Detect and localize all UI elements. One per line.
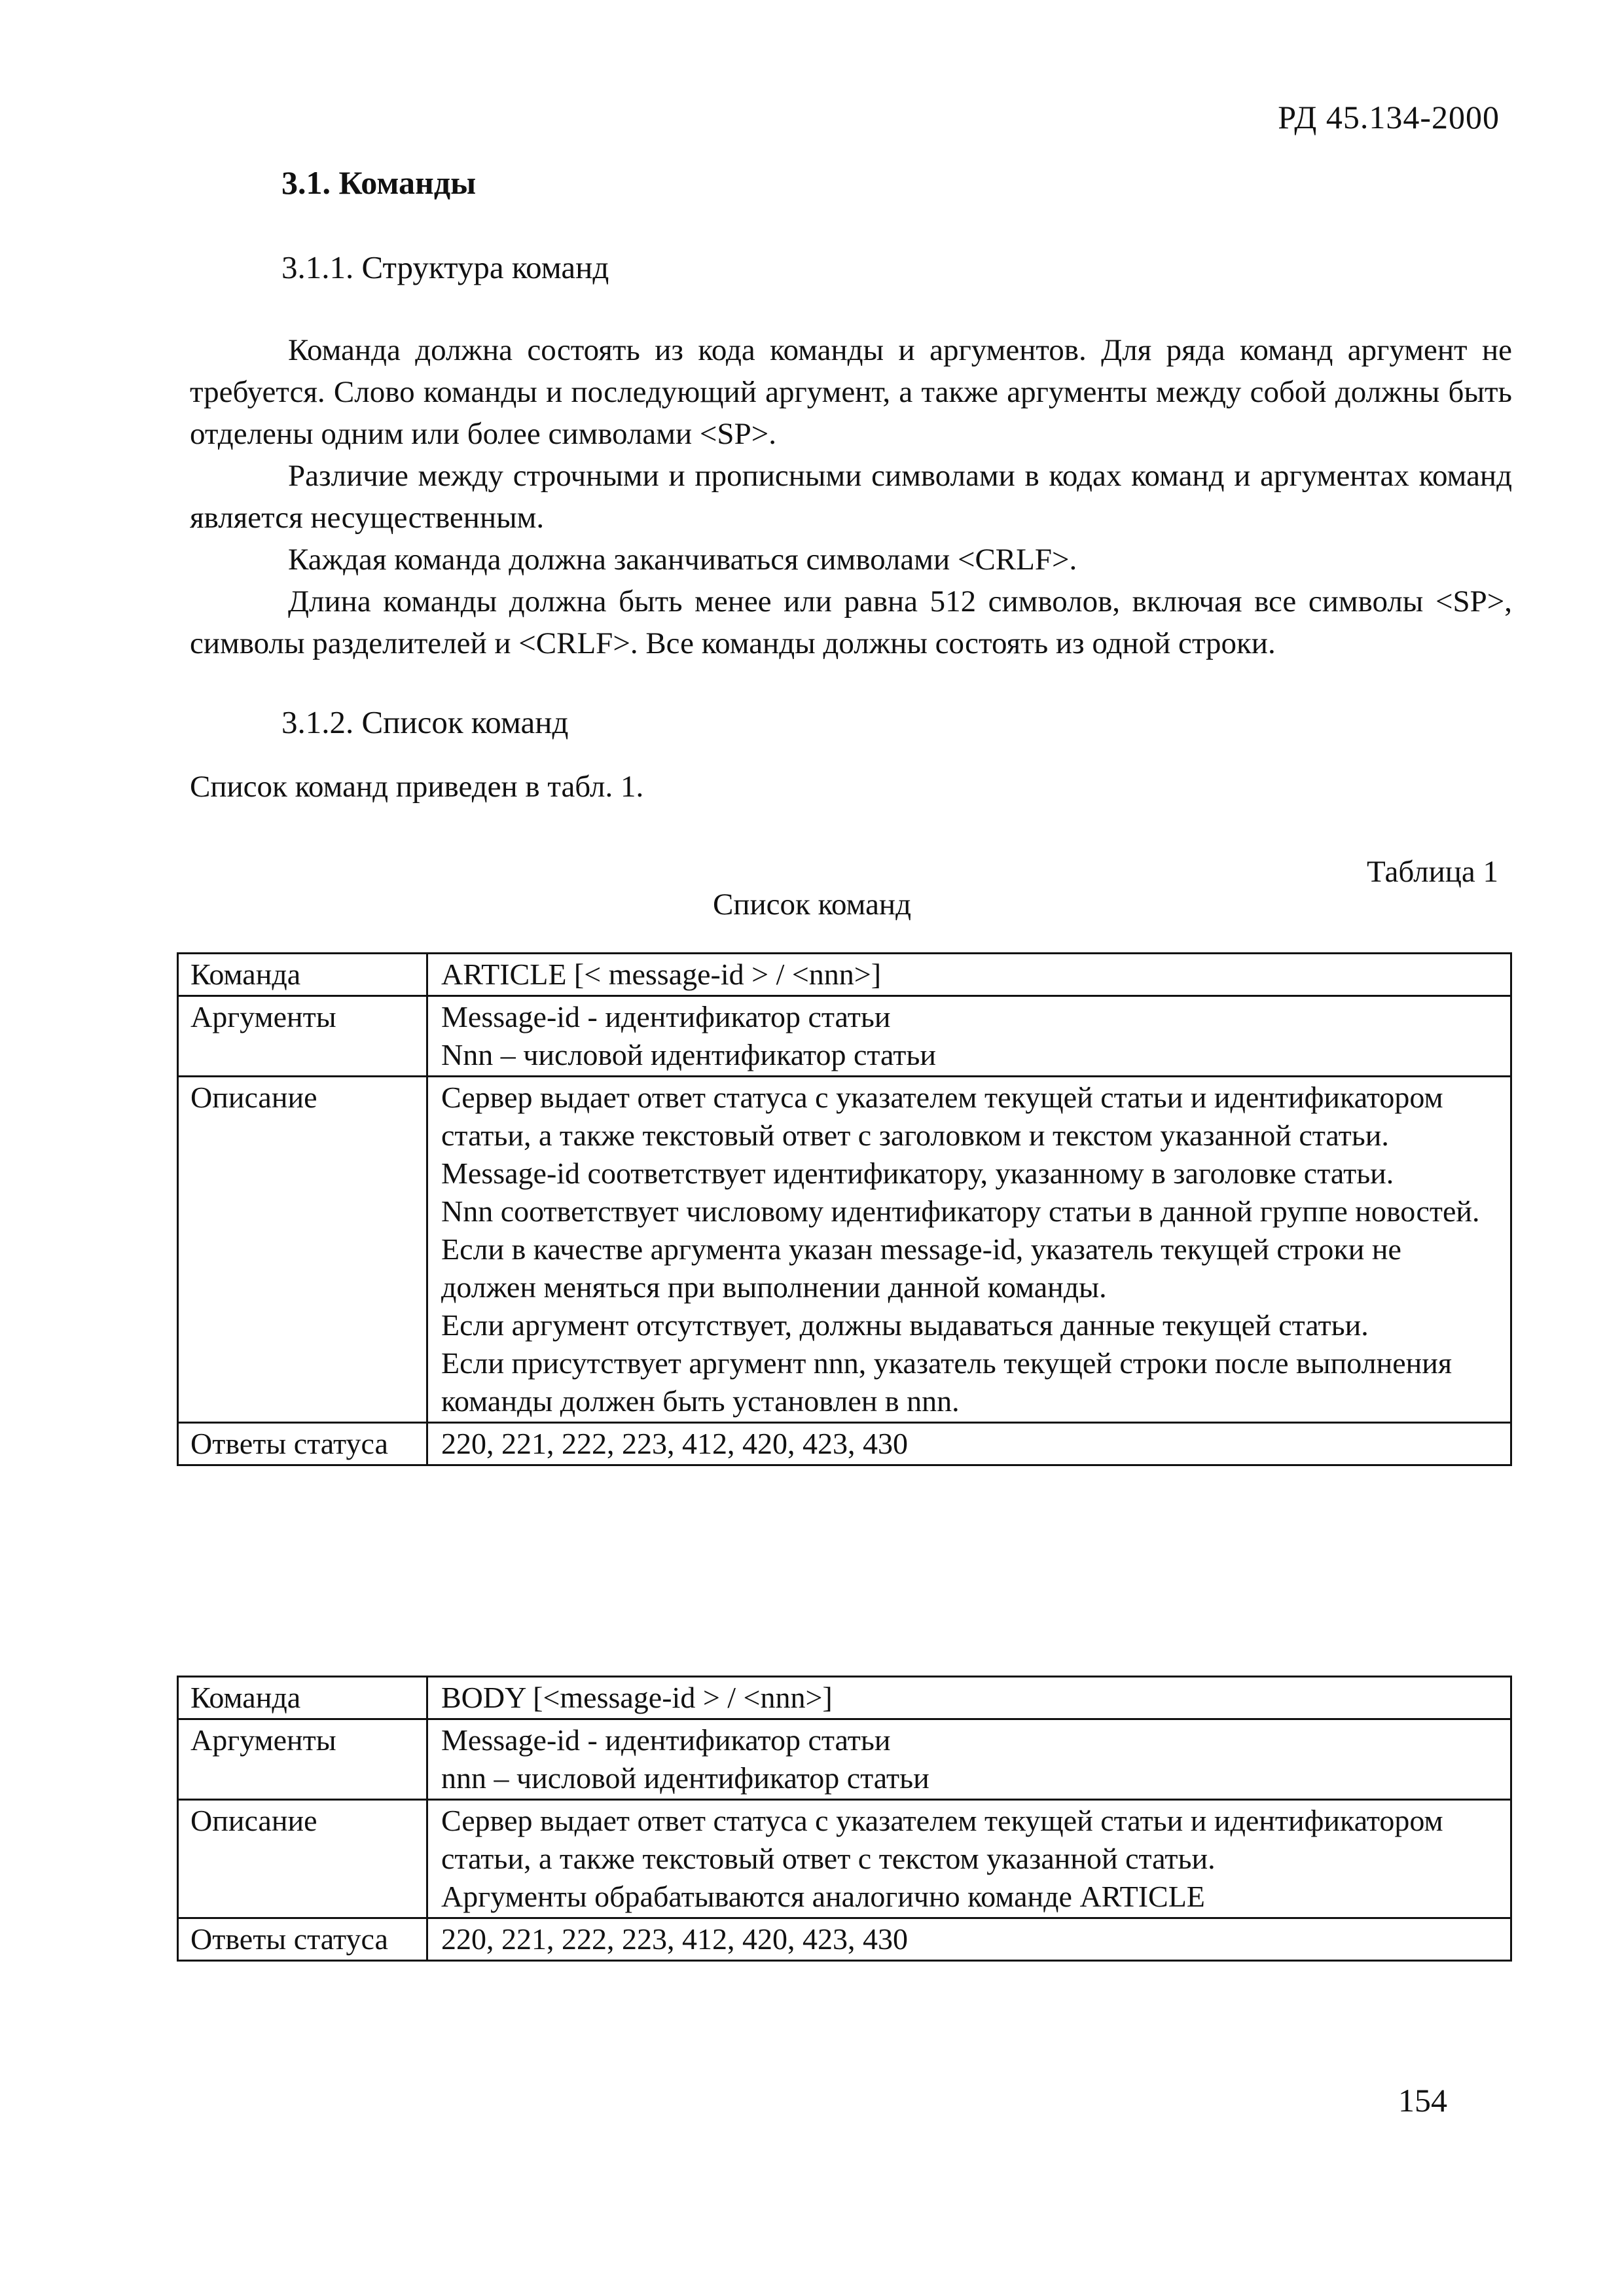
row-value <box>427 1677 1511 1719</box>
table-row <box>178 1077 1511 1423</box>
value-line: Message-id - идентификатор статьи <box>441 1000 891 1033</box>
row-value <box>427 1719 1511 1800</box>
table-row <box>178 1423 1511 1465</box>
table-row <box>178 1719 1511 1800</box>
value-line: 220, 221, 222, 223, 412, 420, 423, 430 <box>441 1427 908 1460</box>
section-title: 3.1. Команды <box>281 164 477 201</box>
value-line: nnn – числовой идентификатор статьи <box>441 1761 929 1795</box>
table-number-label: Таблица 1 <box>1366 855 1498 889</box>
row-label: Команда <box>178 954 427 996</box>
value-line: Message-id соответствует идентификатору, указанному в заголовке статьи. <box>441 1157 1394 1190</box>
value-line: BODY [<message-id > / <nnn>] <box>441 1681 833 1714</box>
value-line: Аргументы обрабатываются аналогично команде ARTICLE <box>441 1880 1205 1913</box>
row-value <box>427 1918 1511 1961</box>
table-row <box>178 1918 1511 1961</box>
table-row <box>178 996 1511 1077</box>
row-label: Команда <box>178 1677 427 1719</box>
row-value <box>427 996 1511 1077</box>
value-line: ARTICLE [< message-id > / <nnn>] <box>441 958 882 991</box>
document-code: РД 45.134-2000 <box>1278 99 1500 135</box>
table-caption: Список команд <box>713 888 911 922</box>
value-line: Если в качестве аргумента указан message-id, указатель текущей строки не должен меняться при выполнении данной команды. <box>441 1232 1401 1304</box>
row-value <box>427 954 1511 996</box>
table-row <box>178 1677 1511 1719</box>
paragraph: Каждая команда должна заканчиваться символами <CRLF>. <box>288 543 1077 577</box>
table-reference-text: Список команд приведен в табл. 1. <box>190 770 644 804</box>
subsection-title-structure: 3.1.1. Структура команд <box>281 249 609 285</box>
value-line: Если присутствует аргумент nnn, указатель текущей строки после выполнения команды должен быть установлен в nnn. <box>441 1346 1453 1418</box>
structure-paragraphs <box>190 329 1512 664</box>
row-label: Ответы статуса <box>178 1918 427 1961</box>
row-value <box>427 1800 1511 1918</box>
page-number: 154 <box>1398 2082 1447 2119</box>
paragraph: Команда должна состоять из кода команды и аргументов. Для ряда команд аргумент не требуется. Слово команды и последующий аргумент, а также аргументы между собой должны быть отделены одним или более символами <SP>. <box>190 333 1512 451</box>
row-label: Ответы статуса <box>178 1423 427 1465</box>
row-value <box>427 1423 1511 1465</box>
subsection-title-list: 3.1.2. Список команд <box>281 704 569 740</box>
paragraph: Различие между строчными и прописными символами в кодах команд и аргументах команд является несущественным. <box>190 459 1512 535</box>
value-line: 220, 221, 222, 223, 412, 420, 423, 430 <box>441 1922 908 1956</box>
table-row <box>178 1800 1511 1918</box>
value-line: Сервер выдает ответ статуса с указателем текущей статьи и идентификатором статьи, а также текстовый ответ с заголовком и текстом указанной статьи. <box>441 1081 1443 1152</box>
value-line: Message-id - идентификатор статьи <box>441 1723 891 1757</box>
value-line: Сервер выдает ответ статуса с указателем текущей статьи и идентификатором статьи, а также текстовый ответ с текстом указанной статьи. <box>441 1804 1443 1875</box>
row-label: Описание <box>178 1800 427 1918</box>
table-row <box>178 954 1511 996</box>
command-table-body <box>177 1676 1512 1962</box>
paragraph: Длина команды должна быть менее или равна 512 символов, включая все символы <SP>, символы разделителей и <CRLF>. Все команды должны состоять из одной строки. <box>190 584 1512 660</box>
row-label: Описание <box>178 1077 427 1423</box>
row-label: Аргументы <box>178 1719 427 1800</box>
command-table-article <box>177 952 1512 1466</box>
row-value <box>427 1077 1511 1423</box>
value-line: Если аргумент отсутствует, должны выдаваться данные текущей статьи. <box>441 1308 1369 1342</box>
value-line: Nnn соответствует числовому идентификатору статьи в данной группе новостей. <box>441 1194 1480 1228</box>
value-line: Nnn – числовой идентификатор статьи <box>441 1038 936 1071</box>
row-label: Аргументы <box>178 996 427 1077</box>
